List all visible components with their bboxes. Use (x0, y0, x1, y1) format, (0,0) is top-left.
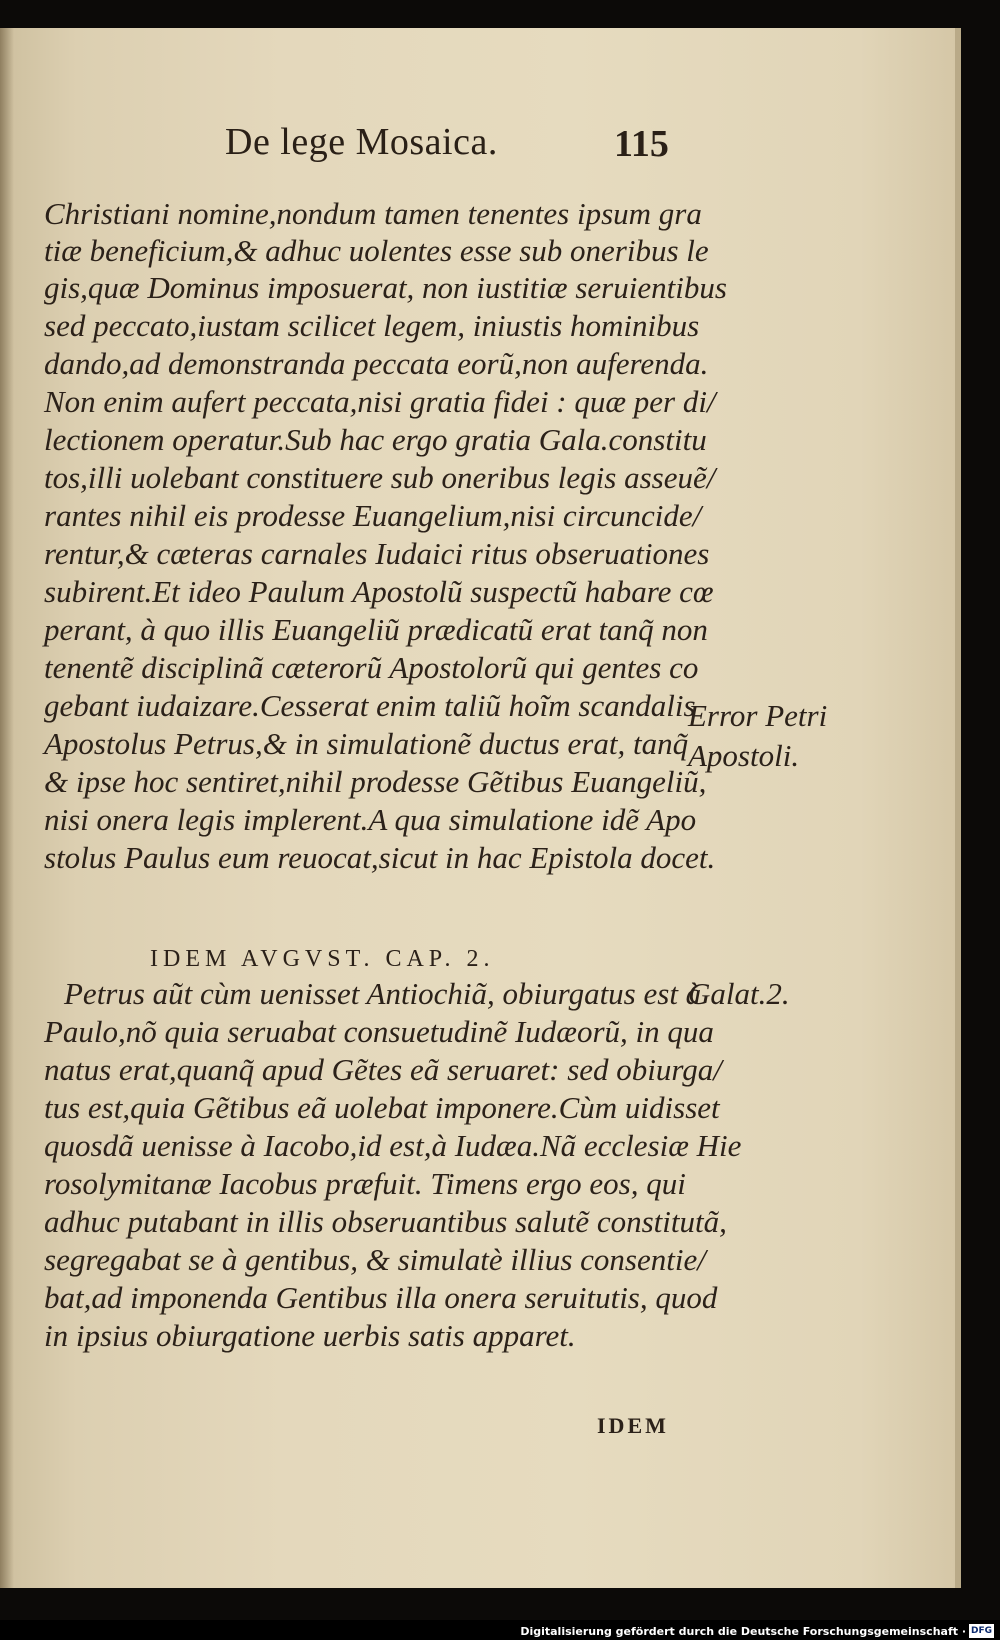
section-line: Paulo,nõ quia seruabat consuetudinẽ Iudæorũ, in qua (44, 1014, 714, 1049)
margin-note-error: Apostoli. (688, 738, 800, 773)
catchword: IDEM (597, 1413, 669, 1438)
body-line: tos,illi uolebant constituere sub oneribus legis asseuẽ/ (44, 460, 716, 495)
body-line: Christiani nomine,nondum tamen tenentes ipsum gra (44, 196, 702, 231)
section-line: adhuc putabant in illis obseruantibus salutẽ constitutã, (44, 1204, 727, 1239)
section-heading: IDEM AVGVST. CAP. 2. (150, 946, 495, 972)
dfg-logo: DFG (970, 1626, 992, 1636)
body-line: rentur,& cæteras carnales Iudaici ritus obseruationes (44, 536, 710, 571)
body-line: subirent.Et ideo Paulum Apostolũ suspectũ habare cœ (44, 574, 714, 609)
body-line: rantes nihil eis prodesse Euangelium,nisi circuncide/ (44, 498, 702, 533)
body-line: nisi onera legis implerent.A qua simulatione idẽ Apo (44, 802, 697, 837)
body-line: gebant iudaizare.Cesserat enim taliũ hoĩm scandalis (44, 688, 696, 723)
section-line: tus est,quia Gẽtibus eã uolebat imponere.Cùm uidisset (44, 1090, 720, 1125)
section-line: natus erat,quanq̃ apud Gẽtes eã seruaret: sed obiurga/ (44, 1052, 722, 1087)
section-line: in ipsius obiurgatione uerbis satis apparet. (44, 1318, 576, 1353)
body-line: sed peccato,iustam scilicet legem, iniustis hominibus (44, 308, 700, 343)
book-page (0, 28, 961, 1588)
body-line: perant, à quo illis Euangeliũ prædicatũ erat tanq̃ non (44, 612, 708, 647)
body-line: Apostolus Petrus,& in simulationẽ ductus erat, tanq̃ (44, 726, 689, 761)
body-line: tiæ beneficium,& adhuc uolentes esse sub oneribus le (44, 233, 709, 268)
margin-note-reference: Galat.2. (688, 976, 790, 1011)
body-line: dando,ad demonstranda peccata eorũ,non auferenda. (44, 346, 709, 381)
section-line: bat,ad imponenda Gentibus illa onera seruitutis, quod (44, 1280, 718, 1315)
margin-note-error: Error Petri (688, 698, 828, 733)
page-number: 115 (614, 123, 669, 165)
funding-credit: Digitalisierung gefördert durch die Deutsche Forschungsgemeinschaft · (520, 1625, 966, 1638)
section-line: Petrus aũt cùm uenisset Antiochiã, obiurgatus est à (64, 976, 702, 1011)
body-line: Non enim aufert peccata,nisi gratia fidei : quæ per di/ (44, 384, 716, 419)
section-line: quosdã uenisse à Iacobo,id est,à Iudæa.Nã ecclesiæ Hie (44, 1128, 742, 1163)
section-line: rosolymitanæ Iacobus præfuit. Timens ergo eos, qui (44, 1166, 686, 1201)
body-line: gis,quæ Dominus imposuerat, non iustitiæ seruientibus (44, 270, 727, 305)
body-line: tenentẽ disciplinã cæterorũ Apostolorũ qui gentes co (44, 650, 699, 685)
body-line: stolus Paulus eum reuocat,sicut in hac Epistola docet. (44, 840, 716, 875)
running-header-title: De lege Mosaica. (225, 121, 498, 163)
footer-bar (0, 1620, 1000, 1640)
body-line: & ipse hoc sentiret,nihil prodesse Gẽtibus Euangeliũ, (44, 764, 707, 799)
section-line: segregabat se à gentibus, & simulatè illius consentie/ (44, 1242, 706, 1277)
body-line: lectionem operatur.Sub hac ergo gratia Gala.constitu (44, 422, 707, 457)
